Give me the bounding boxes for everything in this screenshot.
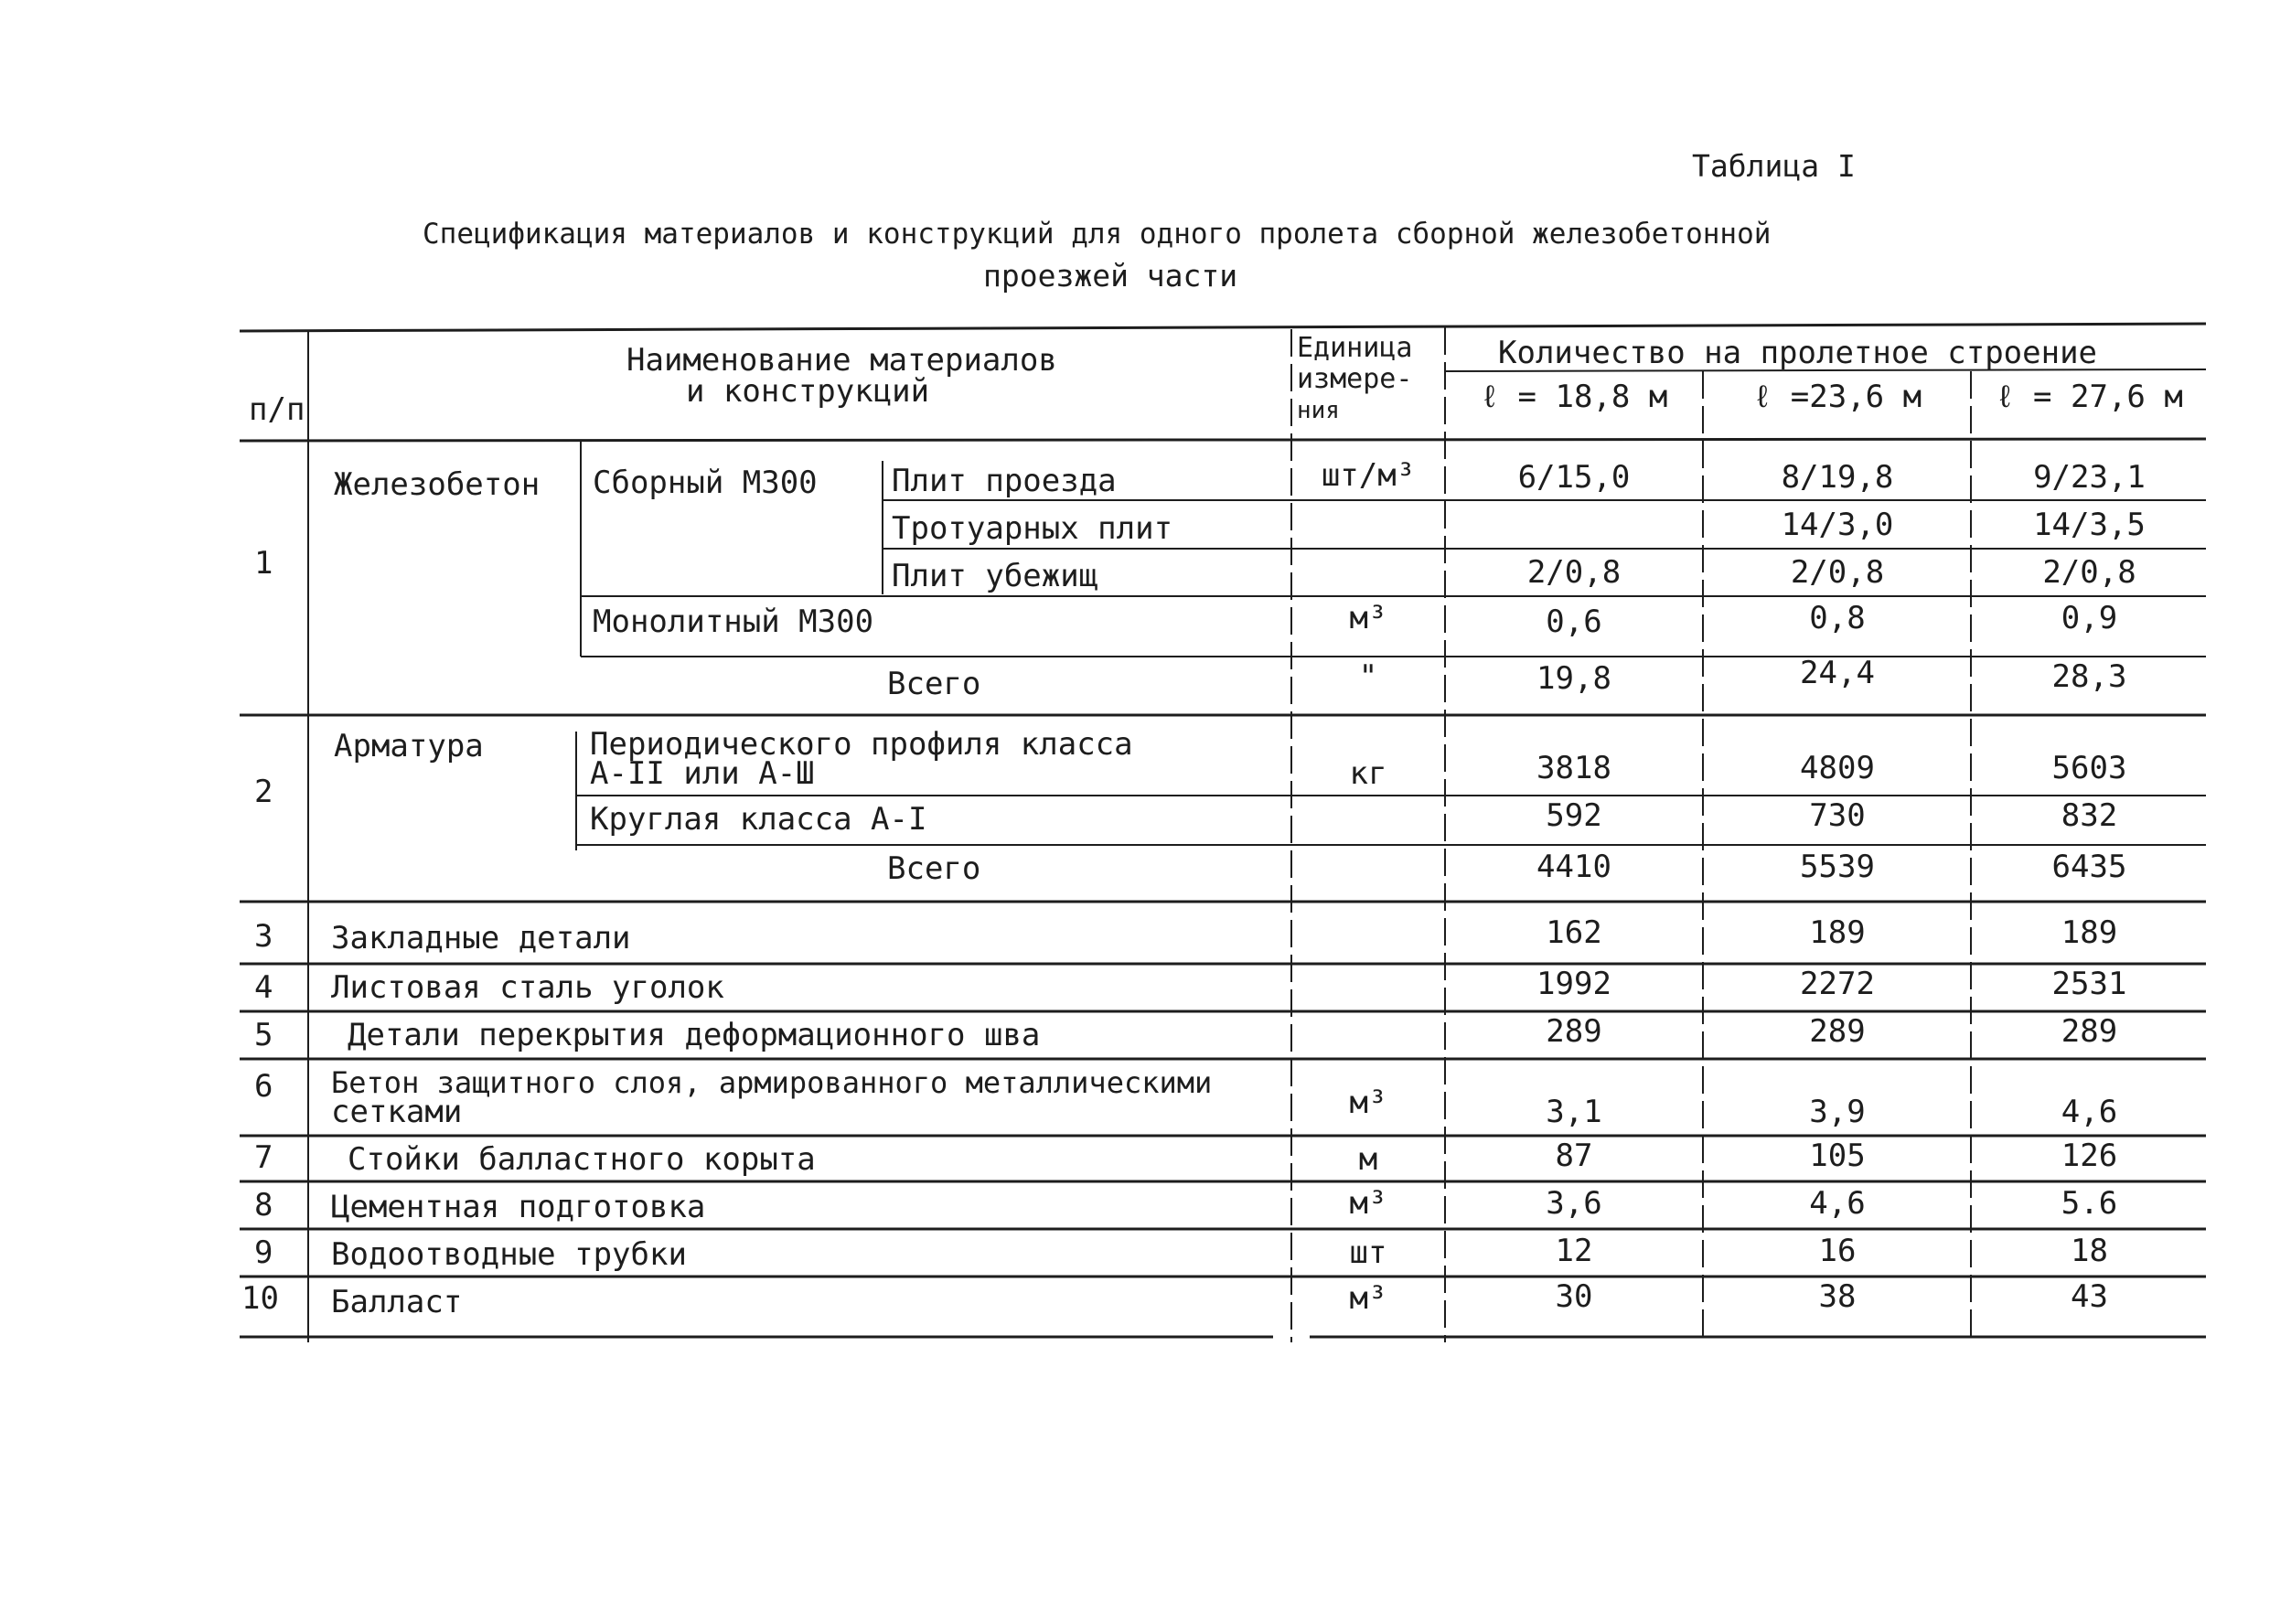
row2-num: 2 bbox=[254, 774, 273, 810]
row9-unit: шт bbox=[1349, 1234, 1387, 1271]
row1-p3-v2: 2/0,8 bbox=[1790, 554, 1885, 591]
row1-p1-unit: шт/м³ bbox=[1321, 457, 1416, 494]
row2-sub2-name: Круглая класса А-I bbox=[590, 801, 927, 838]
row3-name: Закладные детали bbox=[331, 920, 631, 956]
row1-p3-name: Плит убежищ bbox=[892, 558, 1098, 594]
row5-v2: 289 bbox=[1809, 1013, 1866, 1050]
row1-p1-v1: 6/15,0 bbox=[1517, 459, 1631, 496]
header-name-1: Наименование материалов bbox=[626, 342, 1057, 379]
header-unit-1: Единица bbox=[1297, 332, 1413, 364]
row1-sub2-name: Монолитный М300 bbox=[593, 604, 874, 640]
row3-v1: 162 bbox=[1546, 914, 1602, 951]
header-span-2: ℓ =23,6 м bbox=[1752, 379, 1922, 415]
row2-sub1-unit: кг bbox=[1349, 755, 1387, 792]
row1-total-unit: " bbox=[1358, 658, 1378, 695]
header-unit-2: измере- bbox=[1297, 363, 1413, 395]
row4-name: Листовая сталь уголок bbox=[331, 969, 724, 1006]
row5-v1: 289 bbox=[1546, 1013, 1602, 1050]
row1-p1-v2: 8/19,8 bbox=[1781, 459, 1894, 496]
row4-v2: 2272 bbox=[1800, 966, 1875, 1002]
row1-p3-v3: 2/0,8 bbox=[2042, 554, 2136, 591]
row1-total-v3: 28,3 bbox=[2051, 658, 2127, 695]
row8-name: Цементная подготовка bbox=[331, 1189, 706, 1225]
row2-sub1-v1: 3818 bbox=[1536, 750, 1611, 786]
row4-v1: 1992 bbox=[1536, 966, 1611, 1002]
header-unit-3: ния bbox=[1297, 397, 1340, 424]
row10-v2: 38 bbox=[1818, 1278, 1857, 1315]
row1-sub2-v3: 0,9 bbox=[2061, 600, 2118, 636]
header-span-1: ℓ = 18,8 м bbox=[1480, 379, 1668, 415]
row9-v2: 16 bbox=[1818, 1233, 1857, 1269]
row2-sub2-v3: 832 bbox=[2061, 797, 2118, 834]
row3-v3: 189 bbox=[2061, 914, 2118, 951]
row4-num: 4 bbox=[254, 969, 273, 1006]
row7-num: 7 bbox=[254, 1139, 273, 1176]
row1-total-label: Всего bbox=[887, 666, 981, 702]
row1-p2-v2: 14/3,0 bbox=[1781, 507, 1894, 543]
row9-num: 9 bbox=[254, 1234, 273, 1271]
row6-name-line1: Бетон защитного слоя, армированного металлическими bbox=[331, 1065, 1213, 1100]
row10-v3: 43 bbox=[2071, 1278, 2108, 1315]
row1-name: Железобетон bbox=[334, 466, 541, 503]
row1-p2-v3: 14/3,5 bbox=[2033, 507, 2146, 543]
row10-v1: 30 bbox=[1555, 1278, 1593, 1315]
row9-v1: 12 bbox=[1555, 1233, 1593, 1269]
row4-v3: 2531 bbox=[2051, 966, 2127, 1002]
row2-total-v1: 4410 bbox=[1536, 849, 1611, 885]
row2-sub2-v1: 592 bbox=[1546, 797, 1602, 834]
row2-sub1-v3: 5603 bbox=[2051, 750, 2127, 786]
row6-v2: 3,9 bbox=[1809, 1094, 1866, 1130]
row6-v3: 4,6 bbox=[2061, 1094, 2118, 1130]
row10-num: 10 bbox=[241, 1280, 279, 1317]
header-num: п/п bbox=[249, 391, 305, 428]
row6-v1: 3,1 bbox=[1546, 1094, 1602, 1130]
row6-name-line2: сетками bbox=[331, 1094, 463, 1130]
row9-v3: 18 bbox=[2071, 1233, 2108, 1269]
row1-p1-name: Плит проезда bbox=[892, 463, 1117, 499]
row7-v2: 105 bbox=[1809, 1138, 1866, 1174]
row10-name: Балласт bbox=[331, 1284, 463, 1320]
row1-num: 1 bbox=[254, 545, 273, 582]
row8-num: 8 bbox=[254, 1187, 273, 1223]
row8-v2: 4,6 bbox=[1809, 1185, 1866, 1222]
row2-sub2-v2: 730 bbox=[1809, 797, 1866, 834]
row1-p1-v3: 9/23,1 bbox=[2033, 459, 2146, 496]
row1-total-v1: 19,8 bbox=[1536, 660, 1611, 697]
row2-total-label: Всего bbox=[887, 850, 981, 887]
row5-v3: 289 bbox=[2061, 1013, 2118, 1050]
row1-total-v2: 24,4 bbox=[1800, 655, 1875, 691]
header-quantity: Количество на пролетное строение bbox=[1498, 335, 2098, 371]
table-title-line2: проезжей части bbox=[983, 258, 1238, 294]
row3-v2: 189 bbox=[1809, 914, 1866, 951]
row1-sub2-unit: м³ bbox=[1349, 600, 1387, 636]
row8-v1: 3,6 bbox=[1546, 1185, 1602, 1222]
row7-name: Стойки балластного корыта bbox=[348, 1141, 816, 1178]
row6-num: 6 bbox=[254, 1068, 273, 1105]
row7-v1: 87 bbox=[1555, 1138, 1593, 1174]
row3-num: 3 bbox=[254, 918, 273, 955]
header-span-3: ℓ = 27,6 м bbox=[1996, 379, 2183, 415]
row9-name: Водоотводные трубки bbox=[331, 1236, 687, 1273]
row1-p2-name: Тротуарных плит bbox=[892, 510, 1173, 547]
row8-unit: м³ bbox=[1349, 1185, 1387, 1222]
row2-sub1-line1: Периодического профиля класса bbox=[590, 726, 1133, 763]
row1-p3-v1: 2/0,8 bbox=[1526, 554, 1622, 591]
row7-unit: м bbox=[1358, 1141, 1378, 1178]
row10-unit: м³ bbox=[1349, 1280, 1387, 1317]
row2-sub1-v2: 4809 bbox=[1800, 750, 1875, 786]
row2-total-v3: 6435 bbox=[2051, 849, 2127, 885]
row5-num: 5 bbox=[254, 1017, 273, 1053]
table-label: Таблица I bbox=[1692, 148, 1856, 184]
row1-sub2-v1: 0,6 bbox=[1546, 604, 1602, 640]
row2-sub1-line2: А-II или А-Ш bbox=[590, 755, 815, 792]
header-name-2: и конструкций bbox=[686, 373, 930, 410]
table-title-line1: Спецификация материалов и конструкций для одного пролета сборной железобетонной bbox=[423, 218, 1772, 251]
row1-sub1: Сборный М300 bbox=[593, 465, 818, 501]
row8-v3: 5.6 bbox=[2061, 1185, 2118, 1222]
row1-sub2-v2: 0,8 bbox=[1809, 600, 1866, 636]
row2-name: Арматура bbox=[334, 728, 484, 764]
row7-v3: 126 bbox=[2061, 1138, 2118, 1174]
row6-unit: м³ bbox=[1349, 1084, 1387, 1121]
row2-total-v2: 5539 bbox=[1800, 849, 1875, 885]
row5-name: Детали перекрытия деформационного шва bbox=[348, 1017, 1041, 1053]
